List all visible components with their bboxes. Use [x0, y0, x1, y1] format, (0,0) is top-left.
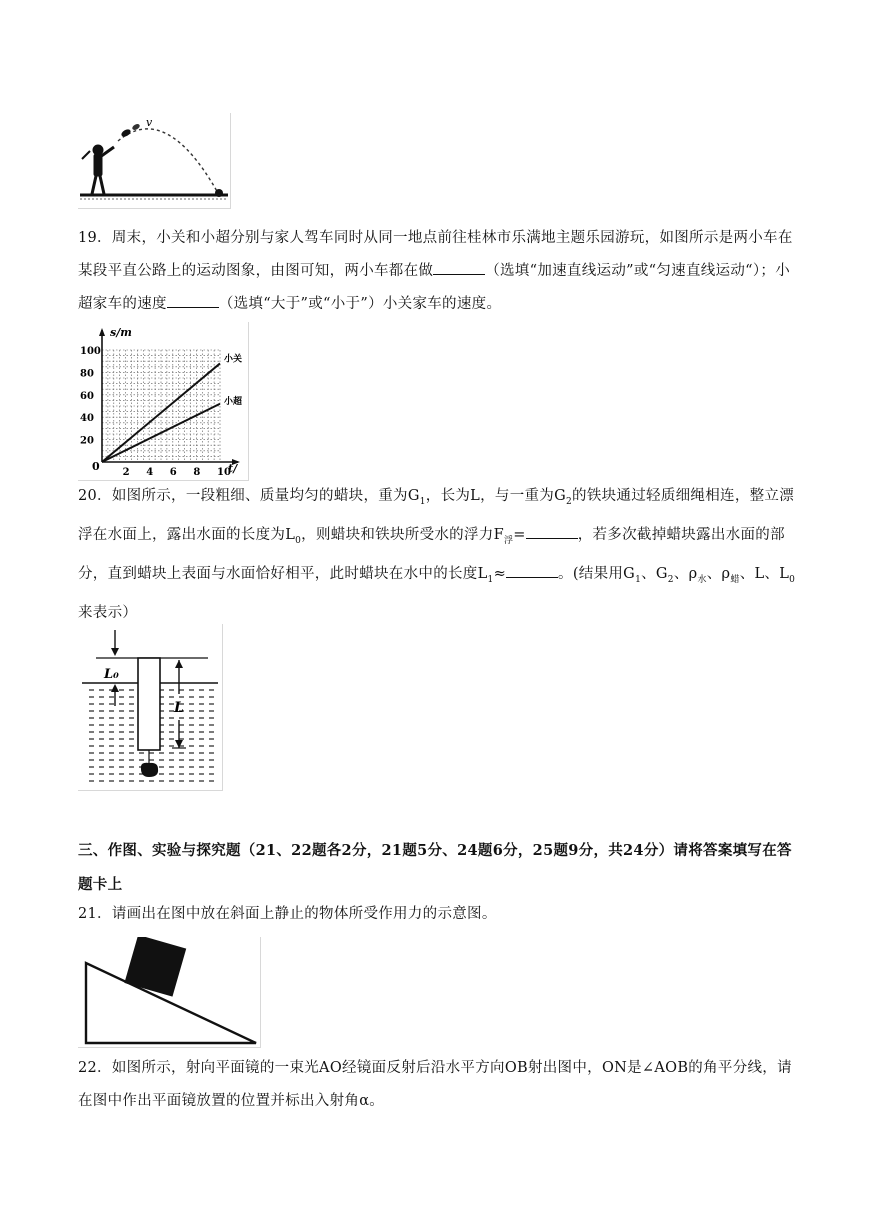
question-19-number: 19． [78, 230, 112, 246]
q20-sub: 1 [635, 574, 642, 585]
q20-text: 。(结果用G [558, 565, 636, 582]
x-axis-label: t/ [228, 462, 238, 475]
question-19-text-c: （选填“大于”或“小于”）小关家车的速度。 [218, 296, 502, 312]
y-tick-label: 80 [80, 368, 94, 380]
q20-sub: 蜡 [730, 574, 740, 585]
x-tick-label: 2 [122, 467, 130, 478]
answer-blank[interactable] [506, 563, 558, 578]
y-tick-label: 60 [80, 390, 94, 402]
q20-text: ≈ [493, 565, 507, 582]
trajectory-path [118, 129, 218, 193]
q20-text: 的铁块通过轻质细绳相连，整立漂浮在水面上，露出水面的长度为L [78, 488, 795, 543]
wax-block-figure [78, 624, 223, 791]
question-19 [78, 222, 798, 321]
question-22-text: 如图所示，射向平面镜的一束光AO经镜面反射后沿水平方向OB射出图中，ON是∠AOB的角平分线，请在图中作出平面镜放置的位置并标出入射角α。 [78, 1060, 792, 1109]
question-20-number: 20． [78, 488, 112, 504]
question-20 [78, 480, 798, 630]
incline-figure [78, 937, 261, 1048]
q20-sub: 浮 [503, 535, 514, 546]
projectile-figure [78, 113, 231, 209]
answer-blank[interactable] [526, 524, 578, 539]
answer-blank[interactable] [167, 293, 219, 308]
iron-block [141, 763, 158, 777]
origin-label: 0 [92, 460, 100, 473]
question-22-number: 22． [78, 1060, 112, 1076]
q20-text: 如图所示，一段粗细、质量均匀的蜡块，重为G [111, 488, 420, 504]
q20-sub: 1 [419, 496, 426, 507]
q20-sub: 0 [789, 574, 796, 585]
question-22 [78, 1052, 798, 1118]
q20-text: ，则蜡块和铁块所受水的浮力F [301, 526, 504, 543]
section-3-heading: 三、作图、实验与探究题（21、22题各2分，21题5分、24题6分，25题9分，共24分）请将答案填写在答题卡上 [78, 842, 792, 893]
x-tick-label: 10 [217, 467, 231, 478]
y-axis-label: s/m [110, 326, 132, 339]
q20-text: 、L、L [739, 565, 790, 582]
s-t-chart [78, 322, 249, 481]
series-label: 小超 [224, 396, 243, 407]
question-21-text: 请画出在图中放在斜面上静止的物体所受作用力的示意图。 [111, 906, 497, 922]
q20-text: = [513, 526, 526, 543]
q20-text: ，长为L，与一重为G [425, 488, 566, 504]
q20-text: ，若多次截掉蜡块露出水面的部分，直到蜡块上表面与水面恰好相平，此时蜡块在水中的长度L [78, 526, 785, 582]
y-axis-arrow [99, 328, 105, 336]
x-tick-label: 6 [169, 467, 177, 478]
wax-block [138, 658, 160, 750]
velocity-label: v [146, 116, 153, 129]
q20-text: 、ρ [673, 565, 698, 582]
question-21-number: 21． [78, 906, 112, 922]
q20-sub: 2 [667, 574, 674, 585]
q20-text: 、G [641, 565, 668, 582]
q20-sub: 2 [566, 496, 573, 507]
l0-label: L₀ [104, 667, 119, 682]
answer-blank[interactable] [433, 260, 485, 275]
x-tick-label: 8 [193, 467, 201, 478]
question-21 [78, 898, 798, 931]
x-tick-label: 4 [146, 467, 154, 478]
question-19-text-b: （选填“加速直线运动”或“匀速直线运动“）；小超家车的速度 [78, 263, 791, 312]
q20-text: 来表示） [78, 604, 138, 621]
ball-icon [215, 189, 223, 197]
question-19-text-a: 周末，小关和小超分别与家人驾车同时从同一地点前往桂林市乐满地主题乐园游玩，如图所示是两小车在某段平直公路上的运动图象，由图可知，两小车都在做 [78, 230, 793, 279]
q20-text: 、ρ [706, 565, 731, 582]
y-tick-label: 40 [80, 413, 94, 425]
l-label: L [174, 700, 184, 716]
q20-sub: 1 [487, 574, 494, 585]
q20-sub: 0 [295, 535, 302, 546]
q20-sub: 水 [697, 574, 707, 585]
y-tick-label: 20 [80, 435, 94, 447]
thrower-figure [82, 145, 114, 194]
series-label: 小关 [224, 354, 243, 365]
y-tick-label: 100 [80, 346, 101, 357]
